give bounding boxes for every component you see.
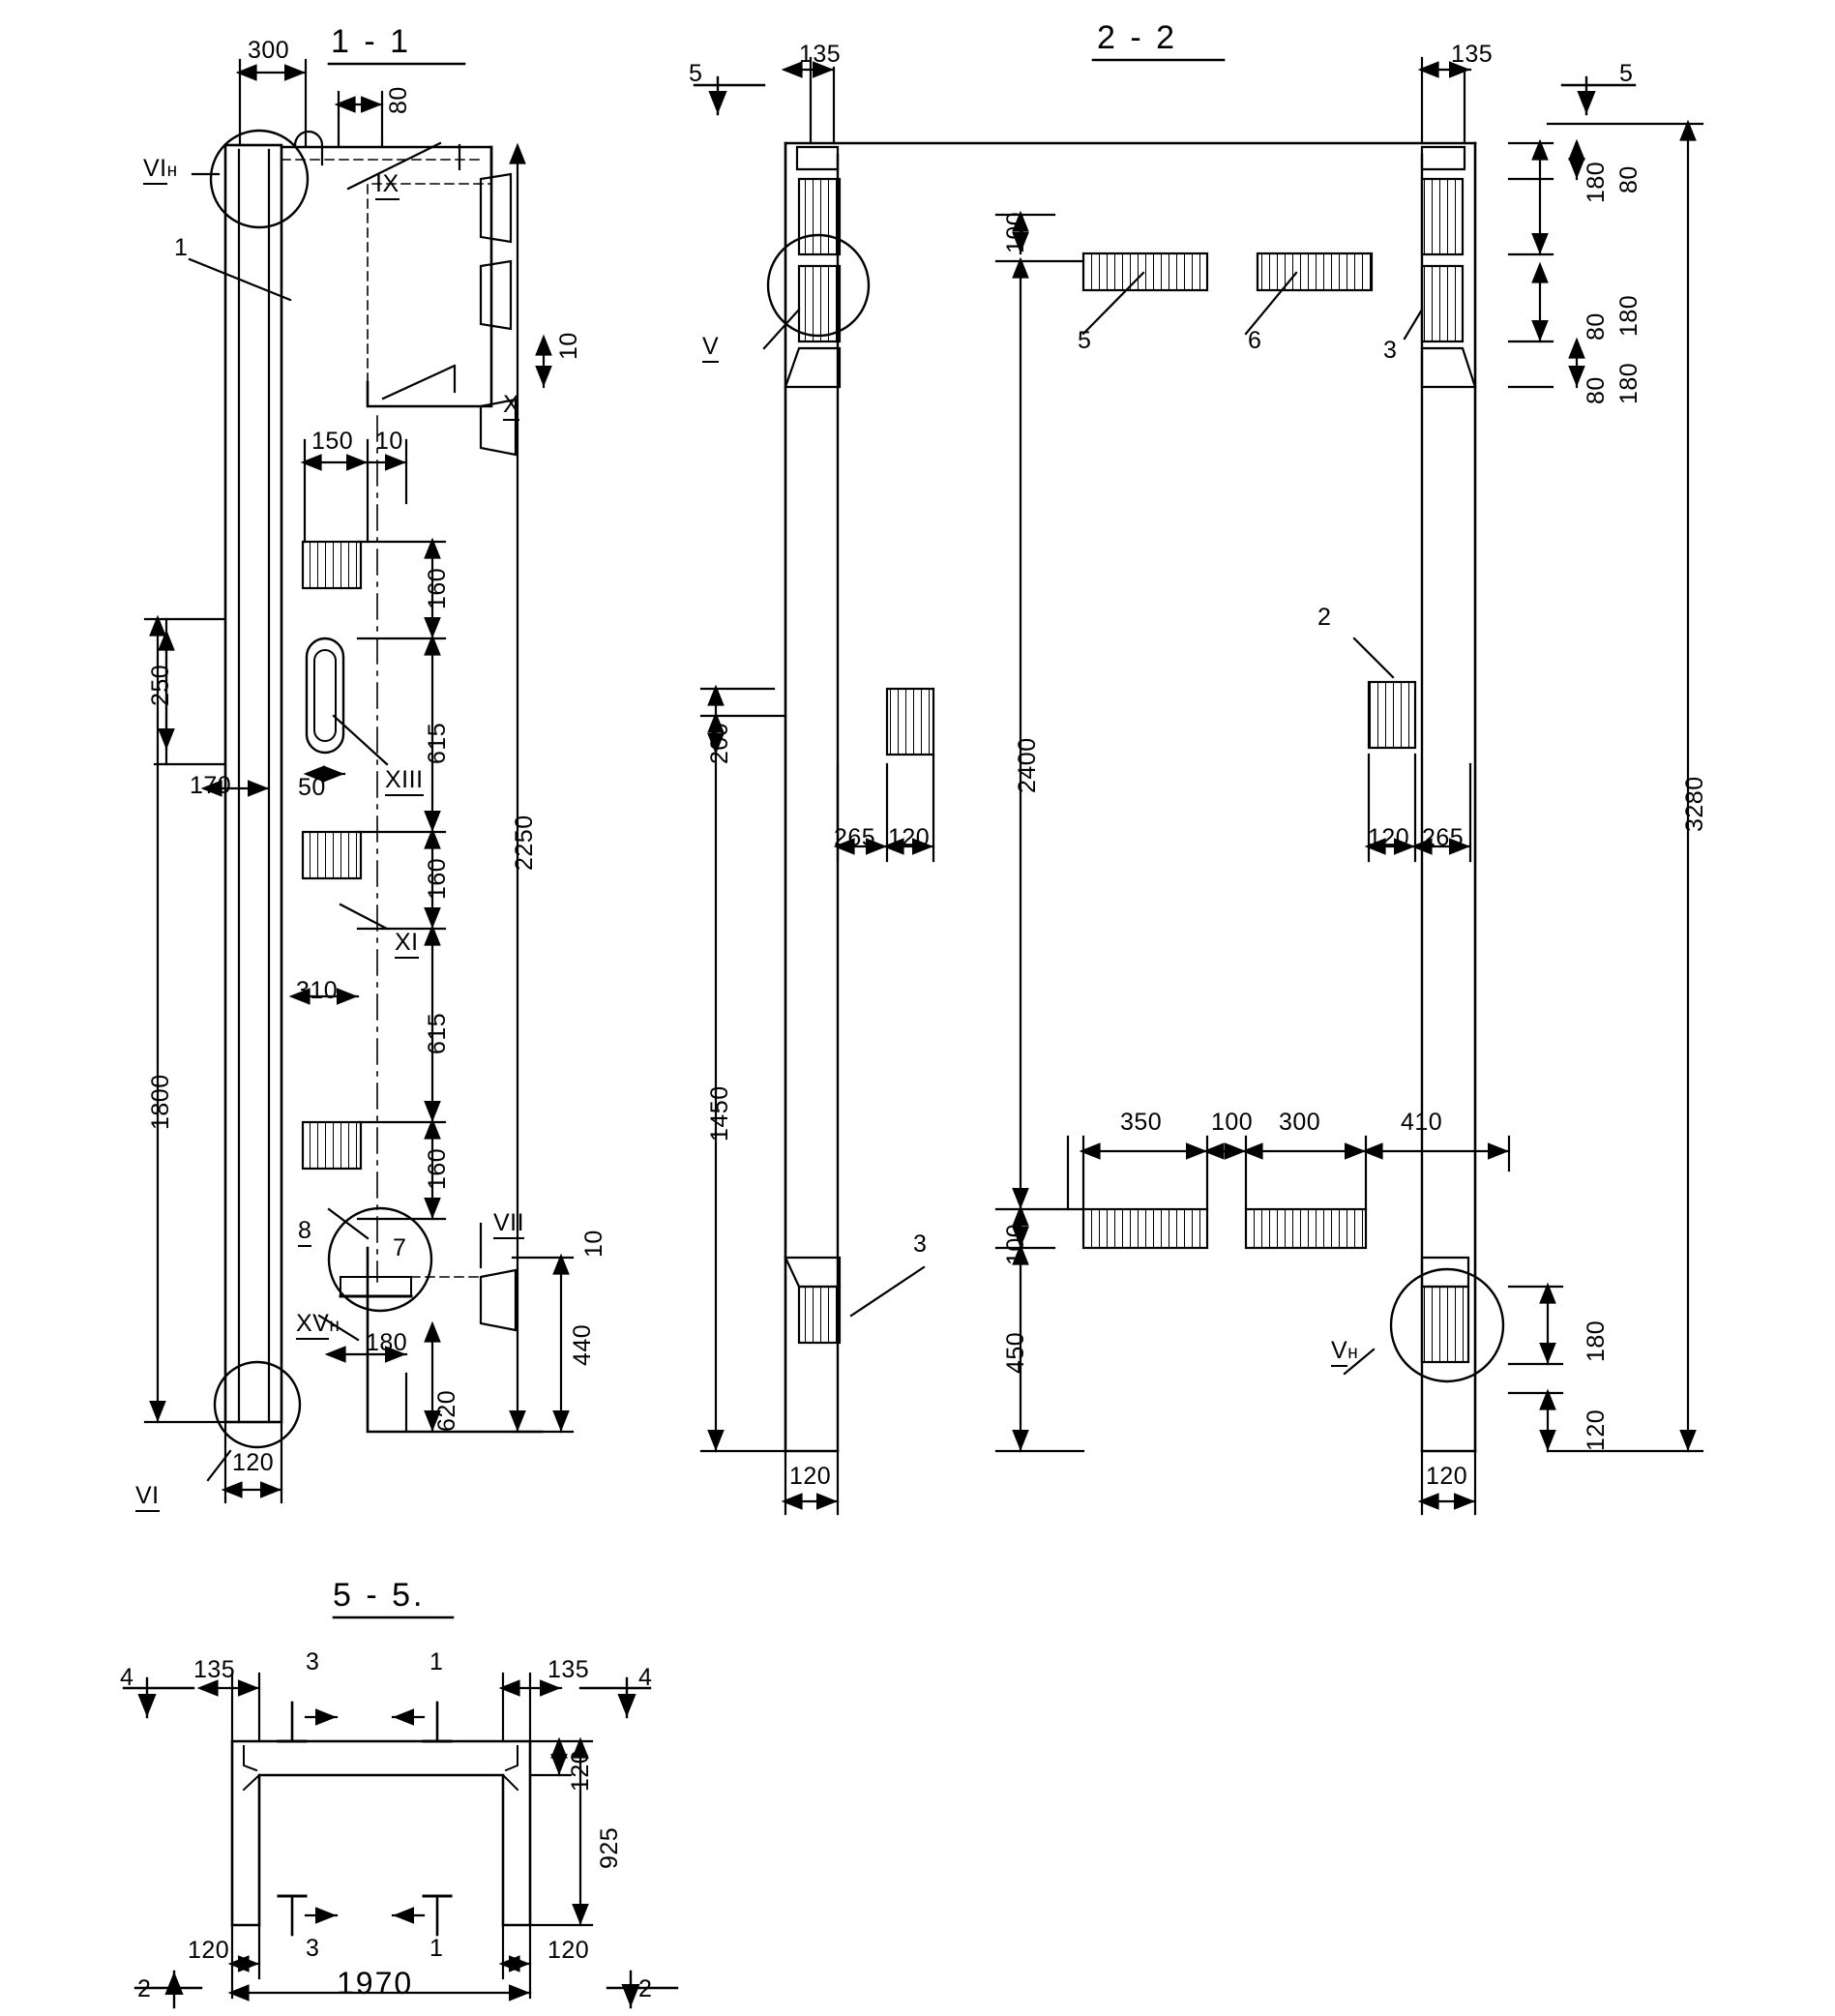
section-marker-5-right: 5 — [1619, 60, 1634, 87]
dim-1-1-250: 250 — [147, 664, 174, 706]
dim-1-1-180: 180 — [366, 1329, 408, 1356]
dim-2-2-80a: 80 — [1615, 165, 1643, 193]
callout-x: X — [503, 391, 519, 419]
section-marker-4-right: 4 — [638, 1664, 653, 1691]
dim-1-1-160b: 160 — [424, 857, 451, 900]
dim-1-1-615a: 615 — [424, 722, 451, 764]
dim-2-2-3280: 3280 — [1681, 776, 1708, 832]
section-1-1-title: 1 - 1 — [331, 23, 412, 60]
dim-2-2-180d: 180 — [1583, 1319, 1610, 1362]
dim-1-1-615b: 615 — [424, 1012, 451, 1054]
dim-2-2-180b: 180 — [1615, 294, 1643, 337]
dim-2-2-135-left: 135 — [799, 41, 842, 68]
dim-5-5-120-bottom-left: 120 — [188, 1937, 230, 1964]
dim-2-2-120-right: 120 — [1368, 824, 1410, 851]
dim-1-1-10b: 10 — [375, 428, 403, 455]
part-number-3-bottom: 3 — [913, 1230, 928, 1258]
dim-2-2-265-left: 265 — [834, 824, 876, 851]
dim-2-2-2400: 2400 — [1014, 737, 1041, 793]
dim-1-1-620: 620 — [433, 1389, 460, 1432]
dim-2-2-1450: 1450 — [706, 1085, 733, 1141]
part-number-1: 1 — [174, 234, 189, 261]
dim-1-1-310: 310 — [296, 977, 339, 1004]
section-marker-3-bottom: 3 — [306, 1935, 320, 1962]
dim-1-1-2250: 2250 — [511, 815, 538, 871]
callout-xv-n: XVн — [296, 1310, 340, 1338]
callout-xi: XI — [395, 929, 419, 957]
callout-vi-n: VIн — [143, 155, 178, 183]
callout-v: V — [702, 333, 719, 361]
section-marker-5-left: 5 — [689, 60, 703, 87]
part-number-2: 2 — [1317, 604, 1332, 631]
section-marker-3-top: 3 — [306, 1648, 320, 1675]
dim-2-2-120d: 120 — [1583, 1408, 1610, 1451]
section-marker-2-left: 2 — [137, 1975, 152, 2002]
dim-2-2-135-right: 135 — [1451, 41, 1494, 68]
section-5-5-title: 5 - 5. — [333, 1577, 426, 1614]
part-number-6: 6 — [1248, 327, 1262, 354]
section-marker-2-right: 2 — [638, 1975, 653, 2002]
dim-1-1-1800: 1800 — [147, 1074, 174, 1130]
dim-5-5-135-right: 135 — [548, 1656, 590, 1683]
dim-2-2-450: 450 — [1002, 1331, 1029, 1374]
dim-2-2-180a: 180 — [1583, 161, 1610, 203]
dim-1-1-120: 120 — [232, 1449, 275, 1476]
dim-2-2-300: 300 — [1279, 1109, 1321, 1136]
callout-ix: IX — [375, 170, 400, 198]
dim-2-2-120-bottom-right: 120 — [1426, 1463, 1468, 1490]
section-marker-1-top: 1 — [429, 1648, 444, 1675]
part-number-5: 5 — [1078, 327, 1092, 354]
dim-1-1-50: 50 — [298, 774, 326, 801]
dim-2-2-100-top: 100 — [1002, 211, 1029, 253]
section-marker-1-bottom: 1 — [429, 1935, 444, 1962]
dim-1-1-440: 440 — [569, 1323, 596, 1366]
dim-1-1-160c: 160 — [424, 1147, 451, 1190]
dim-2-2-410: 410 — [1401, 1109, 1443, 1136]
dim-2-2-200: 200 — [706, 722, 733, 764]
dim-2-2-350: 350 — [1120, 1109, 1163, 1136]
dim-1-1-300: 300 — [248, 37, 290, 64]
callout-xiii: XIII — [385, 766, 424, 794]
dim-1-1-150: 150 — [311, 428, 354, 455]
section-2-2-title: 2 - 2 — [1097, 19, 1178, 56]
dim-2-2-120-left: 120 — [888, 824, 931, 851]
dim-1-1-80: 80 — [385, 86, 412, 114]
callout-vi: VI — [135, 1482, 160, 1510]
dim-2-2-100-bottom: 100 — [1002, 1223, 1029, 1265]
dim-2-2-80b: 80 — [1583, 312, 1610, 341]
dim-2-2-265-right: 265 — [1422, 824, 1465, 851]
dim-5-5-135-left: 135 — [193, 1656, 236, 1683]
part-number-3-top: 3 — [1383, 337, 1398, 364]
dim-1-1-160a: 160 — [424, 567, 451, 609]
dim-5-5-120-bottom-right: 120 — [548, 1937, 590, 1964]
dim-2-2-120-bottom-left: 120 — [789, 1463, 832, 1490]
callout-vii: VII — [493, 1209, 524, 1237]
dim-1-1-170: 170 — [190, 772, 232, 799]
section-marker-4-left: 4 — [120, 1664, 134, 1691]
part-number-8: 8 — [298, 1217, 311, 1245]
dim-2-2-100-mid: 100 — [1211, 1109, 1254, 1136]
dim-2-2-180c: 180 — [1615, 362, 1643, 404]
callout-v-n: Vн — [1331, 1337, 1358, 1365]
dim-5-5-925: 925 — [596, 1826, 623, 1869]
part-number-7: 7 — [393, 1234, 407, 1261]
dim-2-2-80c: 80 — [1583, 376, 1610, 404]
dim-1-1-10a: 10 — [555, 332, 582, 360]
dim-5-5-1970: 1970 — [337, 1966, 414, 2001]
dim-1-1-10c: 10 — [580, 1230, 607, 1258]
dim-5-5-120-top: 120 — [567, 1749, 594, 1792]
